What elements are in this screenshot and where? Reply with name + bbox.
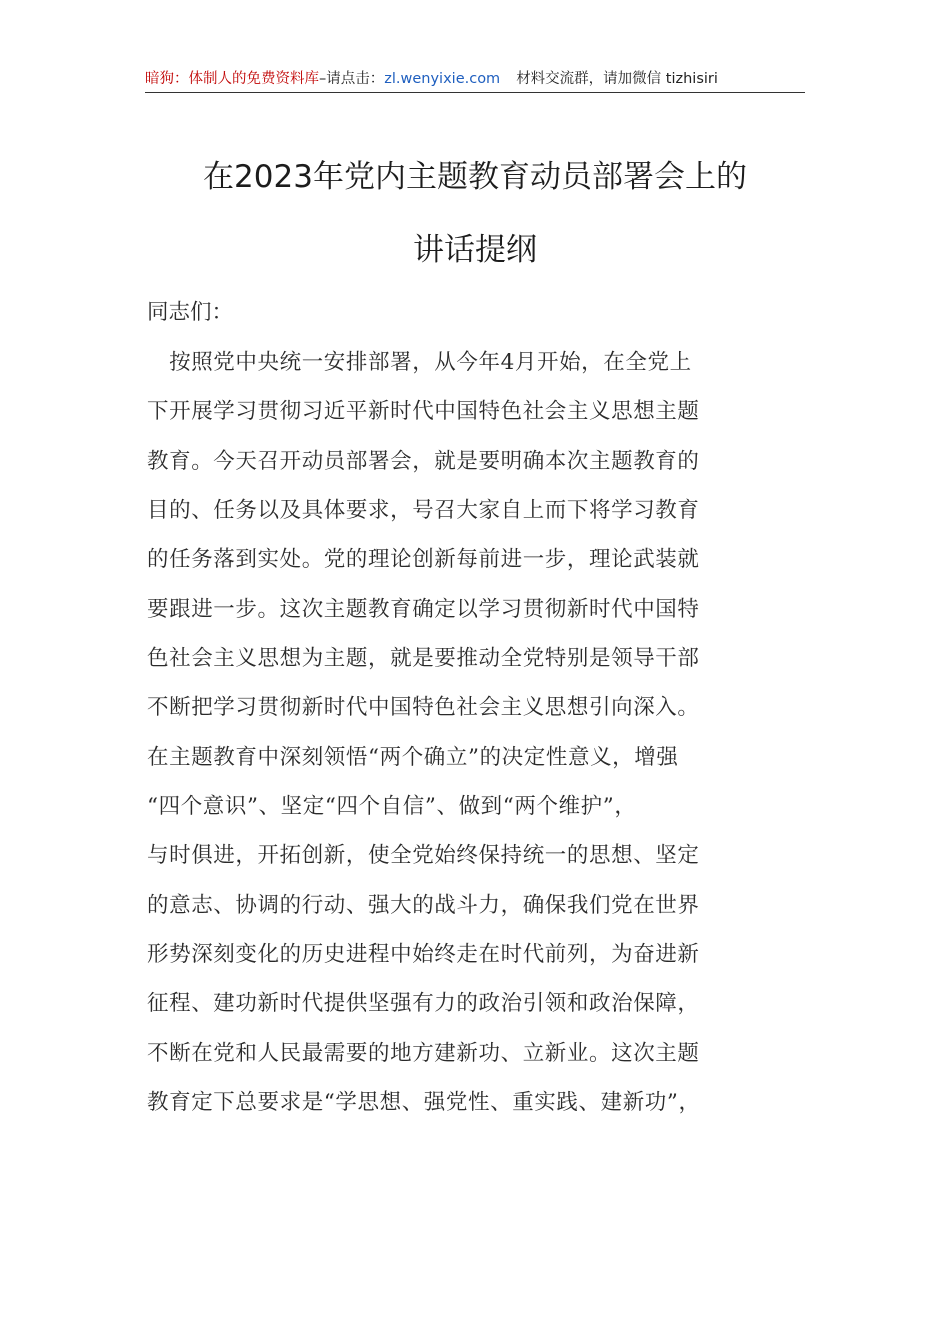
body-line: 形势深刻变化的历史进程中始终走在时代前列，为奋进新	[147, 942, 700, 967]
body-line: 与时俱进，开拓创新，使全党始终保持统一的思想、坚定	[147, 843, 700, 868]
body-line: 不断在党和人民最需要的地方建新功、立新业。这次主题	[147, 1041, 700, 1066]
body-line: 目的、任务以及具体要求，号召大家自上而下将学习教育	[147, 498, 700, 523]
page-header	[145, 66, 805, 93]
document-title-line2: 讲话提纲	[413, 232, 537, 268]
body-line: 不断把学习贯彻新时代中国特色社会主义思想引向深入。	[147, 695, 700, 720]
body-line: “四个意识”、坚定“四个自信”、做到“两个维护”，	[147, 794, 637, 819]
document-title-line1: 在2023年党内主题教育动员部署会上的	[203, 159, 747, 195]
body-line: 下开展学习贯彻习近平新时代中国特色社会主义思想主题	[147, 399, 700, 424]
header-brand: 暗狗：体制人的免费资料库	[145, 71, 319, 87]
body-line: 的意志、协调的行动、强大的战斗力，确保我们党在世界	[147, 893, 700, 918]
salutation: 同志们：	[147, 300, 234, 325]
header-click-label: –请点击：	[319, 71, 385, 87]
body-line: 在主题教育中深刻领悟“两个确立”的决定性意义，增强	[147, 745, 679, 770]
body-line: 教育。今天召开动员部署会，就是要明确本次主题教育的	[147, 449, 700, 474]
header-url-link[interactable]: zl.wenyixie.com	[384, 71, 501, 87]
body-line: 征程、建功新时代提供坚强有力的政治引领和政治保障，	[147, 991, 700, 1016]
header-group-text: 材料交流群，请加微信 tizhisiri	[516, 71, 718, 87]
body-line: 教育定下总要求是“学思想、强党性、重实践、建新功”，	[147, 1090, 701, 1115]
body-line: 按照党中央统一安排部署，从今年4月开始，在全党上	[147, 350, 692, 375]
body-line: 要跟进一步。这次主题教育确定以学习贯彻新时代中国特	[147, 597, 700, 622]
body-line: 的任务落到实处。党的理论创新每前进一步，理论武装就	[147, 547, 700, 572]
body-line: 色社会主义思想为主题，就是要推动全党特别是领导干部	[147, 646, 700, 671]
